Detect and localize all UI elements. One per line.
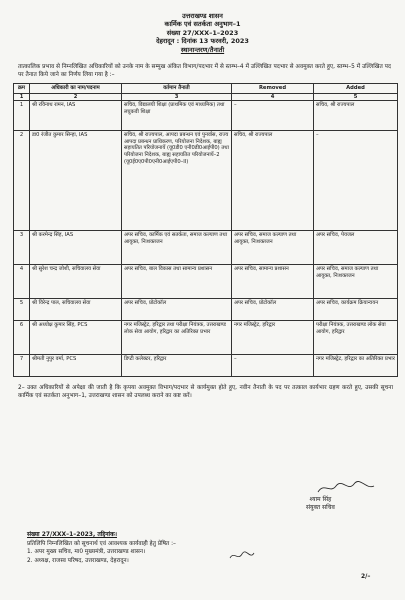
instruction-paragraph: 2– उक्त अधिकारियों से अपेक्षा की जाती है कि कृपया अवमुक्त विभाग/पदभार से कार्यमुक्त होते हुए, नवीन तैनाती के पद पर तत्काल कार्यभार ग्रहण करते हुए, उसकी सूचना कार्मिक एवं सतर्कता अनुभाग–1, उत्तराखण्ड शासन को उपलब्ध कराने का कष्ट करें।	[18, 384, 393, 400]
row-serial: 1	[14, 100, 30, 130]
row-officer: श्री अध्योक्ष कुमार सिंह, PCS	[30, 320, 122, 354]
table-row	[14, 354, 398, 376]
table-row	[14, 320, 398, 354]
row-added: –	[314, 130, 398, 230]
page-continuation: 2/–	[361, 573, 371, 580]
row-added: सचिव, श्री राज्यपाल	[314, 100, 398, 130]
row-removed: अपर सचिव, समाज कल्याण तथा आयुक्त, निःशक्तजन	[232, 230, 314, 264]
header-officer: अधिकारी का नाम/पदनाम	[30, 84, 122, 94]
header-department: कार्मिक एवं सतर्कता अनुभाग–1	[164, 20, 241, 29]
col-number: 5	[314, 93, 398, 100]
signature-block	[306, 496, 335, 512]
signatory-name: श्याम सिंह	[309, 496, 332, 503]
row-current: अपर सचिव, बाल विकास तथा सामान्य प्रशासन	[122, 264, 232, 298]
row-removed: सचिव, श्री राज्यपाल	[232, 130, 314, 230]
row-officer: डा0 रंजीत कुमार सिन्हा, IAS	[30, 130, 122, 230]
col-number: 3	[122, 93, 232, 100]
row-officer: श्री करमेन्द्र सिंह, IAS	[30, 230, 122, 264]
row-current: नगर मजिस्ट्रेट, हरिद्वार तथा परीक्षा नियंत्रक, उत्तराखण्ड लोक सेवा आयोग, हरिद्वार का अतिरिक्त प्रभार	[122, 320, 232, 354]
row-removed: नगर मजिस्ट्रेट, हरिद्वार	[232, 320, 314, 354]
copy-list	[27, 548, 145, 566]
document-header	[0, 12, 405, 54]
col-number: 2	[30, 93, 122, 100]
row-serial: 6	[14, 320, 30, 354]
transfer-table	[13, 83, 398, 377]
copy-to-line: प्रतिलिपि निम्नलिखित को सूचनार्थ एवं आवश्यक कार्यवाही हेतु प्रेषित :–	[27, 541, 176, 547]
endorsement-reference: संख्या 27/XXX–1–2023, तद्दिनांक।	[27, 531, 117, 538]
row-current: डिप्टी कलेक्टर, हरिद्वार	[122, 354, 232, 376]
col-number: 1	[14, 93, 30, 100]
list-item: 2. अध्यक्ष, राजस्व परिषद, उत्तराखण्ड, देहरादून।	[27, 558, 129, 564]
header-current-posting: वर्तमान तैनाती	[122, 84, 232, 94]
header-order-number: संख्या 27/XXX–1–2023	[166, 28, 239, 37]
row-serial: 2	[14, 130, 30, 230]
header-serial: क्रम	[14, 84, 30, 94]
col-number: 4	[232, 93, 314, 100]
row-current: अपर सचिव, प्रोटोकॉल	[122, 298, 232, 320]
row-officer: श्री विरेन्द्र पाल, सचिवालय सेवा	[30, 298, 122, 320]
row-added: अपर सचिव, समाज कल्याण तथा आयुक्त, निःशक्तजन	[314, 264, 398, 298]
row-current: सचिव, विद्यालयी शिक्षा (प्राथमिक एवं माध्यमिक) तथा लघुकवी शिक्षा	[122, 100, 232, 130]
signature-scribble-icon	[316, 480, 376, 496]
table-row	[14, 264, 398, 298]
row-added: नगर मजिस्ट्रेट, हरिद्वार का अतिरिक्त प्रभार	[314, 354, 398, 376]
row-serial: 5	[14, 298, 30, 320]
table-row	[14, 100, 398, 130]
list-item: 1. अपर मुख्य सचिव, मा0 मुख्यमंत्री, उत्तराखण्ड शासन।	[27, 549, 146, 555]
header-added: Added	[314, 84, 398, 94]
row-removed: अपर सचिव, सामान्य प्रशासन	[232, 264, 314, 298]
row-removed: अपर सचिव, प्रोटोकॉल	[232, 298, 314, 320]
row-added: अपर सचिव, कार्यक्रम क्रियान्वयन	[314, 298, 398, 320]
table-row	[14, 298, 398, 320]
row-officer: श्री रविनाथ रामन, IAS	[30, 100, 122, 130]
row-added: परीक्षा नियंत्रक, उत्तराखण्ड लोक सेवा आयोग, हरिद्वार	[314, 320, 398, 354]
table-header-row	[14, 84, 398, 94]
table-row	[14, 130, 398, 230]
intro-paragraph: तात्कालिक प्रभाव से निम्नलिखित अधिकारियों को उनके नाम के सम्मुख अंकित विभाग/पदभार में से स्तम्भ–4 में उल्लिखित पदभार से अवमुक्त करते हुए, स्तम्भ–5 में उल्लिखित पद पर तैनात किये जाने का निर्णय लिया गया है :–	[18, 64, 391, 79]
row-removed: –	[232, 354, 314, 376]
table-row	[14, 230, 398, 264]
row-serial: 4	[14, 264, 30, 298]
header-date: देहरादून : दिनांक 13 फरवरी, 2023	[156, 37, 249, 46]
row-added: अपर सचिव, पेयजल	[314, 230, 398, 264]
row-officer: श्रीमती नुपुर वर्मा, PCS	[30, 354, 122, 376]
header-removed: Removed	[232, 84, 314, 94]
row-serial: 3	[14, 230, 30, 264]
column-number-row	[14, 93, 398, 100]
signatory-designation: संयुक्त सचिव	[306, 504, 335, 511]
row-officer: श्री सुरेश चन्द्र जोशी, सचिवालय सेवा	[30, 264, 122, 298]
row-current: अपर सचिव, कार्मिक एवं सतर्कता, समाज कल्याण तथा आयुक्त, निःशक्तजन	[122, 230, 232, 264]
header-subject: स्थानान्तरण/तैनाती	[180, 45, 225, 54]
initials-scribble-icon	[228, 550, 256, 562]
row-removed: –	[232, 100, 314, 130]
header-government: उत्तराखण्ड शासन	[182, 12, 223, 20]
row-serial: 7	[14, 354, 30, 376]
row-current: सचिव, श्री राज्यपाल, आपदा प्रबन्धन एवं पुनर्वास, राज्य आपदा प्रबन्धन प्राधिकरण, परियोजना निदेशक, बाह्य सहायतित परियोजनायें (यू0डी0 एनी0डी0आईपी0) तथा परियोजना निदेशक, बाह्य सहायतित परियोजनायें–2 (यू0ई0ए0पी0एनी0आईएपी0–II)	[122, 130, 232, 230]
